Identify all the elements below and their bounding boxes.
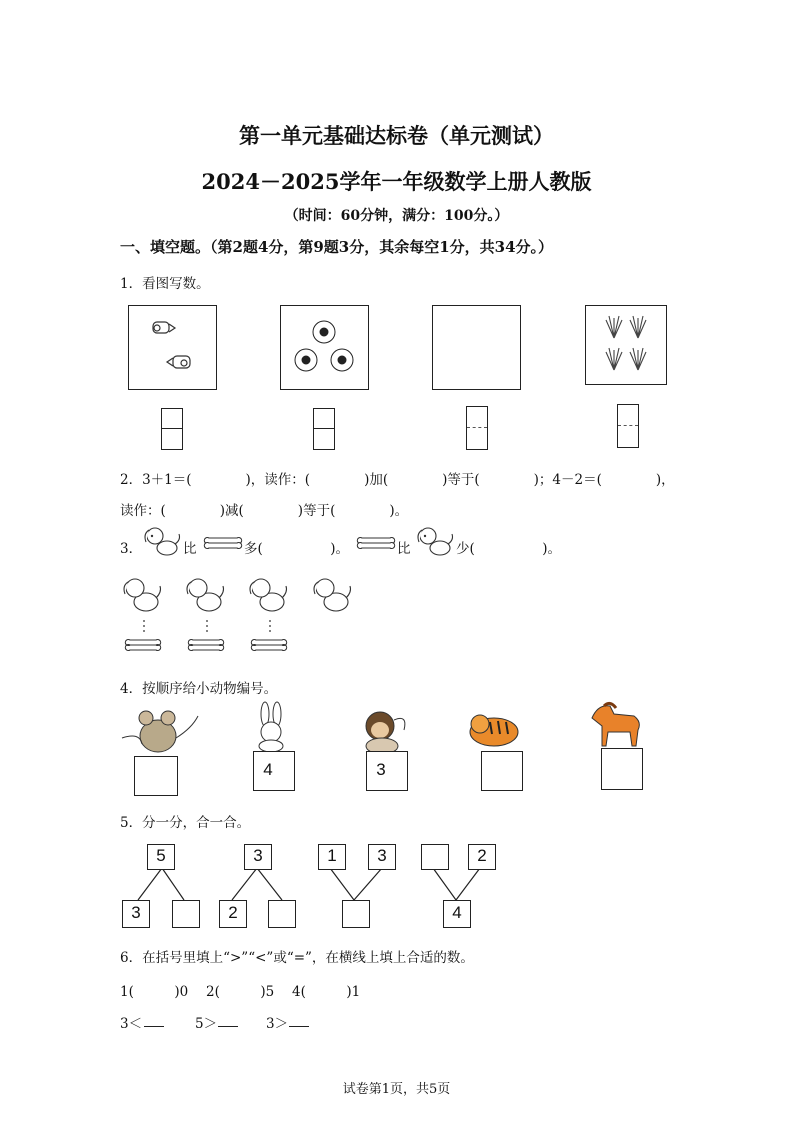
answer-blank[interactable]: [289, 1026, 309, 1027]
animal-number-box[interactable]: [134, 756, 178, 796]
question-4-prompt: 4．按顺序给小动物编号。: [120, 681, 278, 697]
plant-icon: [586, 306, 666, 384]
question-3-shao: 少( )。: [456, 541, 562, 557]
answer-blank[interactable]: [218, 1026, 238, 1027]
bond-top-box[interactable]: 2: [468, 844, 496, 870]
bond-top-box[interactable]: 5: [147, 844, 175, 870]
answer-box[interactable]: [466, 406, 488, 450]
bond-bottom-box[interactable]: [172, 900, 200, 928]
dogs-and-bones-illustration: [120, 572, 360, 662]
exam-subtitle: 2024－2025学年一年级数学上册人教版: [201, 169, 592, 194]
picture-frame-balls: [280, 305, 369, 390]
dog-icon: [124, 579, 161, 611]
monkey-icon: [356, 708, 410, 754]
bond-bottom-box[interactable]: [268, 900, 296, 928]
bond-top-box[interactable]: [421, 844, 449, 870]
question-6-prompt: 6．在括号里填上“>”“<”或“=”，在横线上填上合适的数。: [120, 950, 474, 966]
question-3-bi-2: 比: [397, 541, 411, 557]
picture-frame-whistles: [128, 305, 217, 390]
dog-icon: [187, 579, 224, 611]
question-2-line1: 2．3＋1＝( )，读作：( )加( )等于( )；4－2＝( )，: [120, 472, 675, 488]
picture-frame-plants: [585, 305, 667, 385]
question-3-number: 3．: [120, 541, 143, 557]
animal-number-box[interactable]: 3: [366, 751, 408, 791]
exam-meta: （时间：60分钟，满分：100分。）: [284, 208, 509, 224]
bond-bottom-box[interactable]: 2: [219, 900, 247, 928]
question-6-compare-line: 1( )0 2( )5 4( )1: [120, 984, 361, 1000]
inequality-prefix: 5＞: [195, 1016, 218, 1032]
dog-icon: [250, 579, 287, 611]
dog-icon: [314, 579, 351, 611]
bone-icon: [203, 535, 243, 551]
dog-icon: [141, 524, 183, 560]
dog-icon: [414, 524, 456, 560]
animal-number-box[interactable]: 4: [253, 751, 295, 791]
exam-title: 第一单元基础达标卷（单元测试）: [239, 123, 554, 148]
animal-number-box[interactable]: [601, 748, 643, 790]
page-footer: 试卷第1页，共5页: [342, 1082, 451, 1097]
tiger-icon: [464, 708, 524, 750]
answer-box[interactable]: [617, 404, 639, 448]
bond-top-box[interactable]: 3: [368, 844, 396, 870]
question-1-prompt: 1．看图写数。: [120, 276, 210, 292]
question-3-duo: 多( )。: [244, 541, 350, 557]
inequality-prefix: 3＞: [266, 1016, 289, 1032]
whistle-icon: [129, 306, 216, 389]
question-3-bi-1: 比: [183, 541, 197, 557]
bone-icon: [188, 640, 223, 651]
bone-icon: [125, 640, 160, 651]
bone-icon: [356, 535, 396, 551]
answer-box[interactable]: [161, 408, 183, 450]
picture-frame-empty: [432, 305, 521, 390]
mouse-icon: [120, 708, 200, 758]
section-heading: 一、填空题。（第2题4分，第9题3分，其余每空1分，共34分。）: [120, 238, 554, 256]
soccer-ball-icon: [281, 306, 368, 389]
question-5-prompt: 5．分一分，合一合。: [120, 815, 251, 831]
bond-bottom-box[interactable]: 4: [443, 900, 471, 928]
question-2-line2: 读作：( )减( )等于( )。: [120, 503, 409, 519]
animal-number-box[interactable]: [481, 751, 523, 791]
answer-blank[interactable]: [144, 1026, 164, 1027]
bone-icon: [251, 640, 286, 651]
rabbit-icon: [247, 702, 295, 752]
inequality-prefix: 3＜: [120, 1016, 143, 1032]
horse-icon: [584, 700, 644, 748]
answer-box[interactable]: [313, 408, 335, 450]
bond-bottom-box[interactable]: [342, 900, 370, 928]
bond-top-box[interactable]: 3: [244, 844, 272, 870]
bond-bottom-box[interactable]: 3: [122, 900, 150, 928]
bond-top-box[interactable]: 1: [318, 844, 346, 870]
